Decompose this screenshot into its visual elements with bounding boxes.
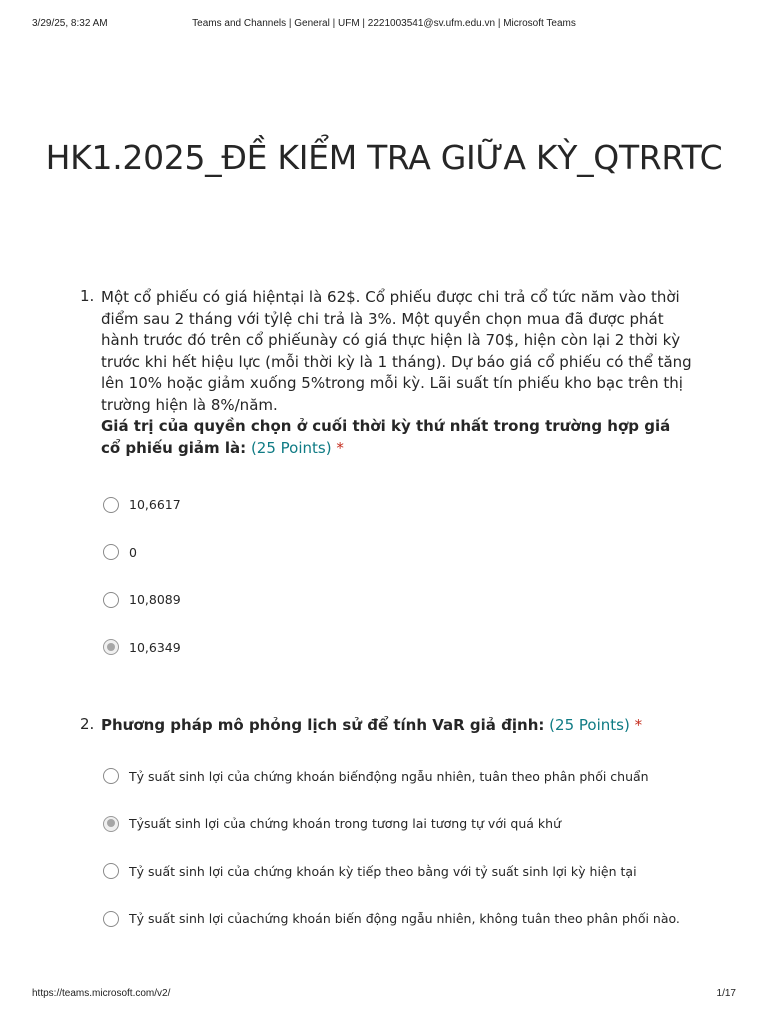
question-number: 1. <box>80 287 95 305</box>
question-prompt: Giá trị của quyền chọn ở cuối thời kỳ thứ nhất trong trường hợp giá cổ phiếu giảm là: <box>101 417 671 457</box>
answer-option-selected[interactable] <box>103 800 692 848</box>
answer-option[interactable] <box>103 481 692 529</box>
radio-button-selected[interactable] <box>103 639 119 655</box>
option-label: 10,6349 <box>129 639 181 655</box>
required-marker: * <box>634 716 643 734</box>
question-text <box>101 287 692 459</box>
print-footer <box>32 988 736 1004</box>
question-points: (25 Points) <box>549 716 630 734</box>
answer-option[interactable] <box>103 848 692 896</box>
option-label: 0 <box>129 544 137 560</box>
option-label: Tỷ suất sinh lợi của chứng khoán kỳ tiếp theo bằng với tỷ suất sinh lợi kỳ hiện tại <box>129 863 637 879</box>
option-label: 10,8089 <box>129 592 181 608</box>
option-label: Tỷ suất sinh lợi củachứng khoán biến động ngẫu nhiên, không tuân theo phân phối nào. <box>129 911 680 927</box>
radio-button-selected[interactable] <box>103 816 119 832</box>
page-number: 1/17 <box>716 988 736 999</box>
radio-button[interactable] <box>103 911 119 927</box>
answer-option[interactable] <box>103 529 692 577</box>
answer-option-selected[interactable] <box>103 624 692 672</box>
question-stem: Một cổ phiếu có giá hiệntại là 62$. Cổ phiếu được chi trả cổ tức năm vào thời điểm sau 2 tháng với tỷlệ chi trả là 3%. Một quyền chọn mua đã được phát hành trước đó trên cổ phiếunày có giá thực hiện là 70$, hiện còn lại 2 thời kỳ trước khi hết hiệu lực (mỗi thời kỳ là 1 tháng). Dự báo giá cổ phiếu có thể tăng lên 10% hoặc giảm xuống 5%trong mỗi kỳ. Lãi suất tín phiếu kho bạc trên thị trường hiện là 8%/năm. <box>101 288 692 414</box>
question-text <box>101 715 692 737</box>
radio-button[interactable] <box>103 544 119 560</box>
answer-option[interactable] <box>103 753 692 801</box>
answer-option[interactable] <box>103 895 692 943</box>
question-2 <box>80 715 692 943</box>
required-marker: * <box>336 438 344 457</box>
print-page-title: Teams and Channels | General | UFM | 2221003541@sv.ufm.edu.vn | Microsoft Teams <box>192 18 576 29</box>
radio-button[interactable] <box>103 768 119 784</box>
option-label: Tỷ suất sinh lợi của chứng khoán biếnđộng ngẫu nhiên, tuân theo phân phối chuẩn <box>129 768 649 784</box>
answer-options <box>103 481 692 671</box>
question-1 <box>80 287 692 671</box>
radio-button[interactable] <box>103 497 119 513</box>
option-label: Tỷsuất sinh lợi của chứng khoán trong tương lai tương tự với quá khứ <box>129 816 562 832</box>
print-header <box>32 18 736 34</box>
radio-button[interactable] <box>103 592 119 608</box>
form-title: HK1.2025_ĐỀ KIỂM TRA GIỮA KỲ_QTRRTC <box>45 138 723 177</box>
radio-button[interactable] <box>103 863 119 879</box>
page-url: https://teams.microsoft.com/v2/ <box>32 988 171 999</box>
question-number: 2. <box>80 715 95 733</box>
answer-options <box>103 753 692 943</box>
answer-option[interactable] <box>103 576 692 624</box>
print-date: 3/29/25, 8:32 AM <box>32 18 108 29</box>
question-points: (25 Points) <box>250 438 332 457</box>
option-label: 10,6617 <box>129 497 181 513</box>
question-prompt: Phương pháp mô phỏng lịch sử để tính VaR giả định: <box>101 716 545 734</box>
